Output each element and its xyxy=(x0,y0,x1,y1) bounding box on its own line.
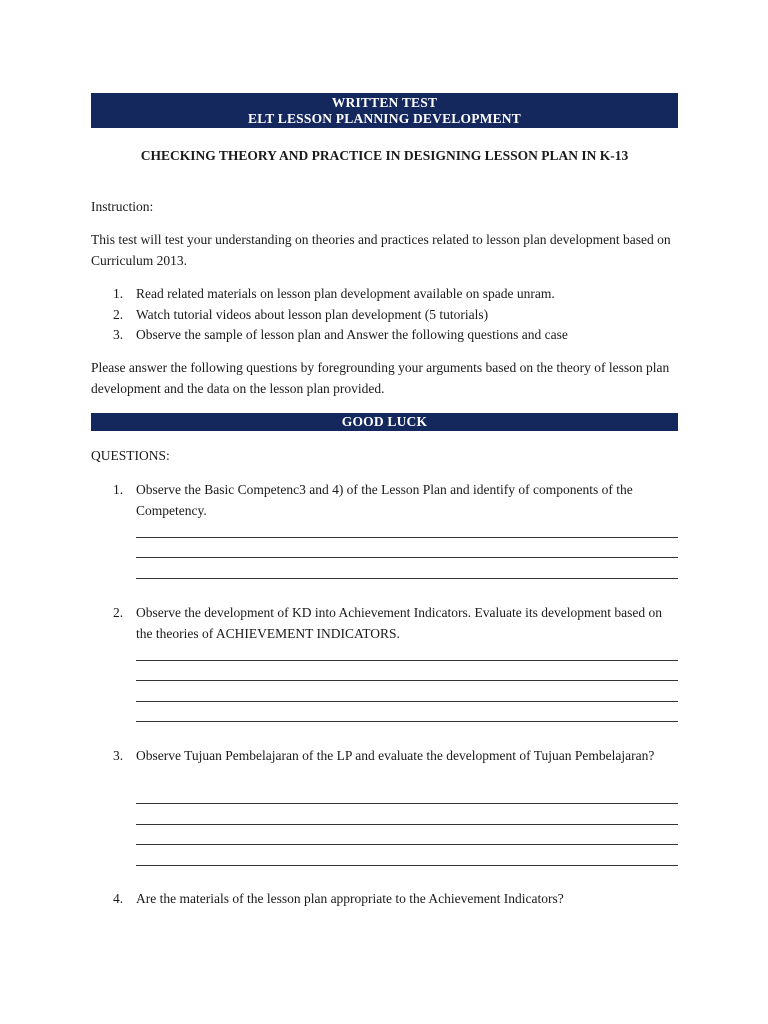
question-text: Observe Tujuan Pembelajaran of the LP and evaluate the development of Tujuan Pembelajaran? xyxy=(136,748,655,763)
intro-paragraph: This test will test your understanding on theories and practices related to lesson plan development based on Curriculum 2013. xyxy=(91,232,671,268)
question-item xyxy=(91,746,681,767)
answer-line[interactable] xyxy=(136,865,678,866)
step-text: Observe the sample of lesson plan and Answer the following questions and case xyxy=(136,327,568,342)
question-number: 2. xyxy=(113,605,124,620)
question-text: Observe the Basic Competenc3 and 4) of the Lesson Plan and identify of components of the Competency. xyxy=(136,482,633,518)
subtitle: CHECKING THEORY AND PRACTICE IN DESIGNING LESSON PLAN IN K-13 xyxy=(140,148,629,163)
answer-line[interactable] xyxy=(136,680,678,681)
step-number: 2. xyxy=(113,306,124,322)
title-line-1: WRITTEN TEST xyxy=(331,95,438,110)
step-text: Watch tutorial videos about lesson plan development (5 tutorials) xyxy=(136,306,489,322)
question-text: Observe the development of KD into Achievement Indicators. Evaluate its development based on the theories of ACHIEVEMENT INDICATORS. xyxy=(136,605,662,641)
question-number: 1. xyxy=(113,482,124,497)
answer-line[interactable] xyxy=(136,537,678,538)
question-item xyxy=(91,603,681,644)
step-number: 3. xyxy=(113,327,124,342)
questions-label: QUESTIONS: xyxy=(91,448,170,463)
instruction-steps xyxy=(91,284,681,346)
good-luck-banner: GOOD LUCK xyxy=(91,413,678,431)
title-banner xyxy=(91,93,678,128)
answer-line[interactable] xyxy=(136,844,678,845)
instruction-label: Instruction: xyxy=(91,199,154,214)
step-text: Read related materials on lesson plan development available on spade unram. xyxy=(136,286,555,301)
question-item xyxy=(91,889,681,910)
question-number: 3. xyxy=(113,748,124,763)
answer-line[interactable] xyxy=(136,578,678,579)
answer-line[interactable] xyxy=(136,803,678,804)
guidance-paragraph: Please answer the following questions by foregrounding your arguments based on the theory of lesson plan development and the data on the lesson plan provided. xyxy=(91,360,670,396)
answer-line[interactable] xyxy=(136,721,678,722)
step-item xyxy=(91,325,681,346)
question-item xyxy=(91,480,681,521)
step-number: 1. xyxy=(113,286,124,301)
step-item xyxy=(91,284,681,305)
question-text: Are the materials of the lesson plan appropriate to the Achievement Indicators? xyxy=(136,891,564,906)
title-line-2: ELT LESSON PLANNING DEVELOPMENT xyxy=(248,111,521,126)
answer-line[interactable] xyxy=(136,701,678,702)
answer-line[interactable] xyxy=(136,557,678,558)
question-number: 4. xyxy=(113,891,124,906)
step-item xyxy=(91,305,681,326)
answer-line[interactable] xyxy=(136,660,678,661)
answer-line[interactable] xyxy=(136,824,678,825)
